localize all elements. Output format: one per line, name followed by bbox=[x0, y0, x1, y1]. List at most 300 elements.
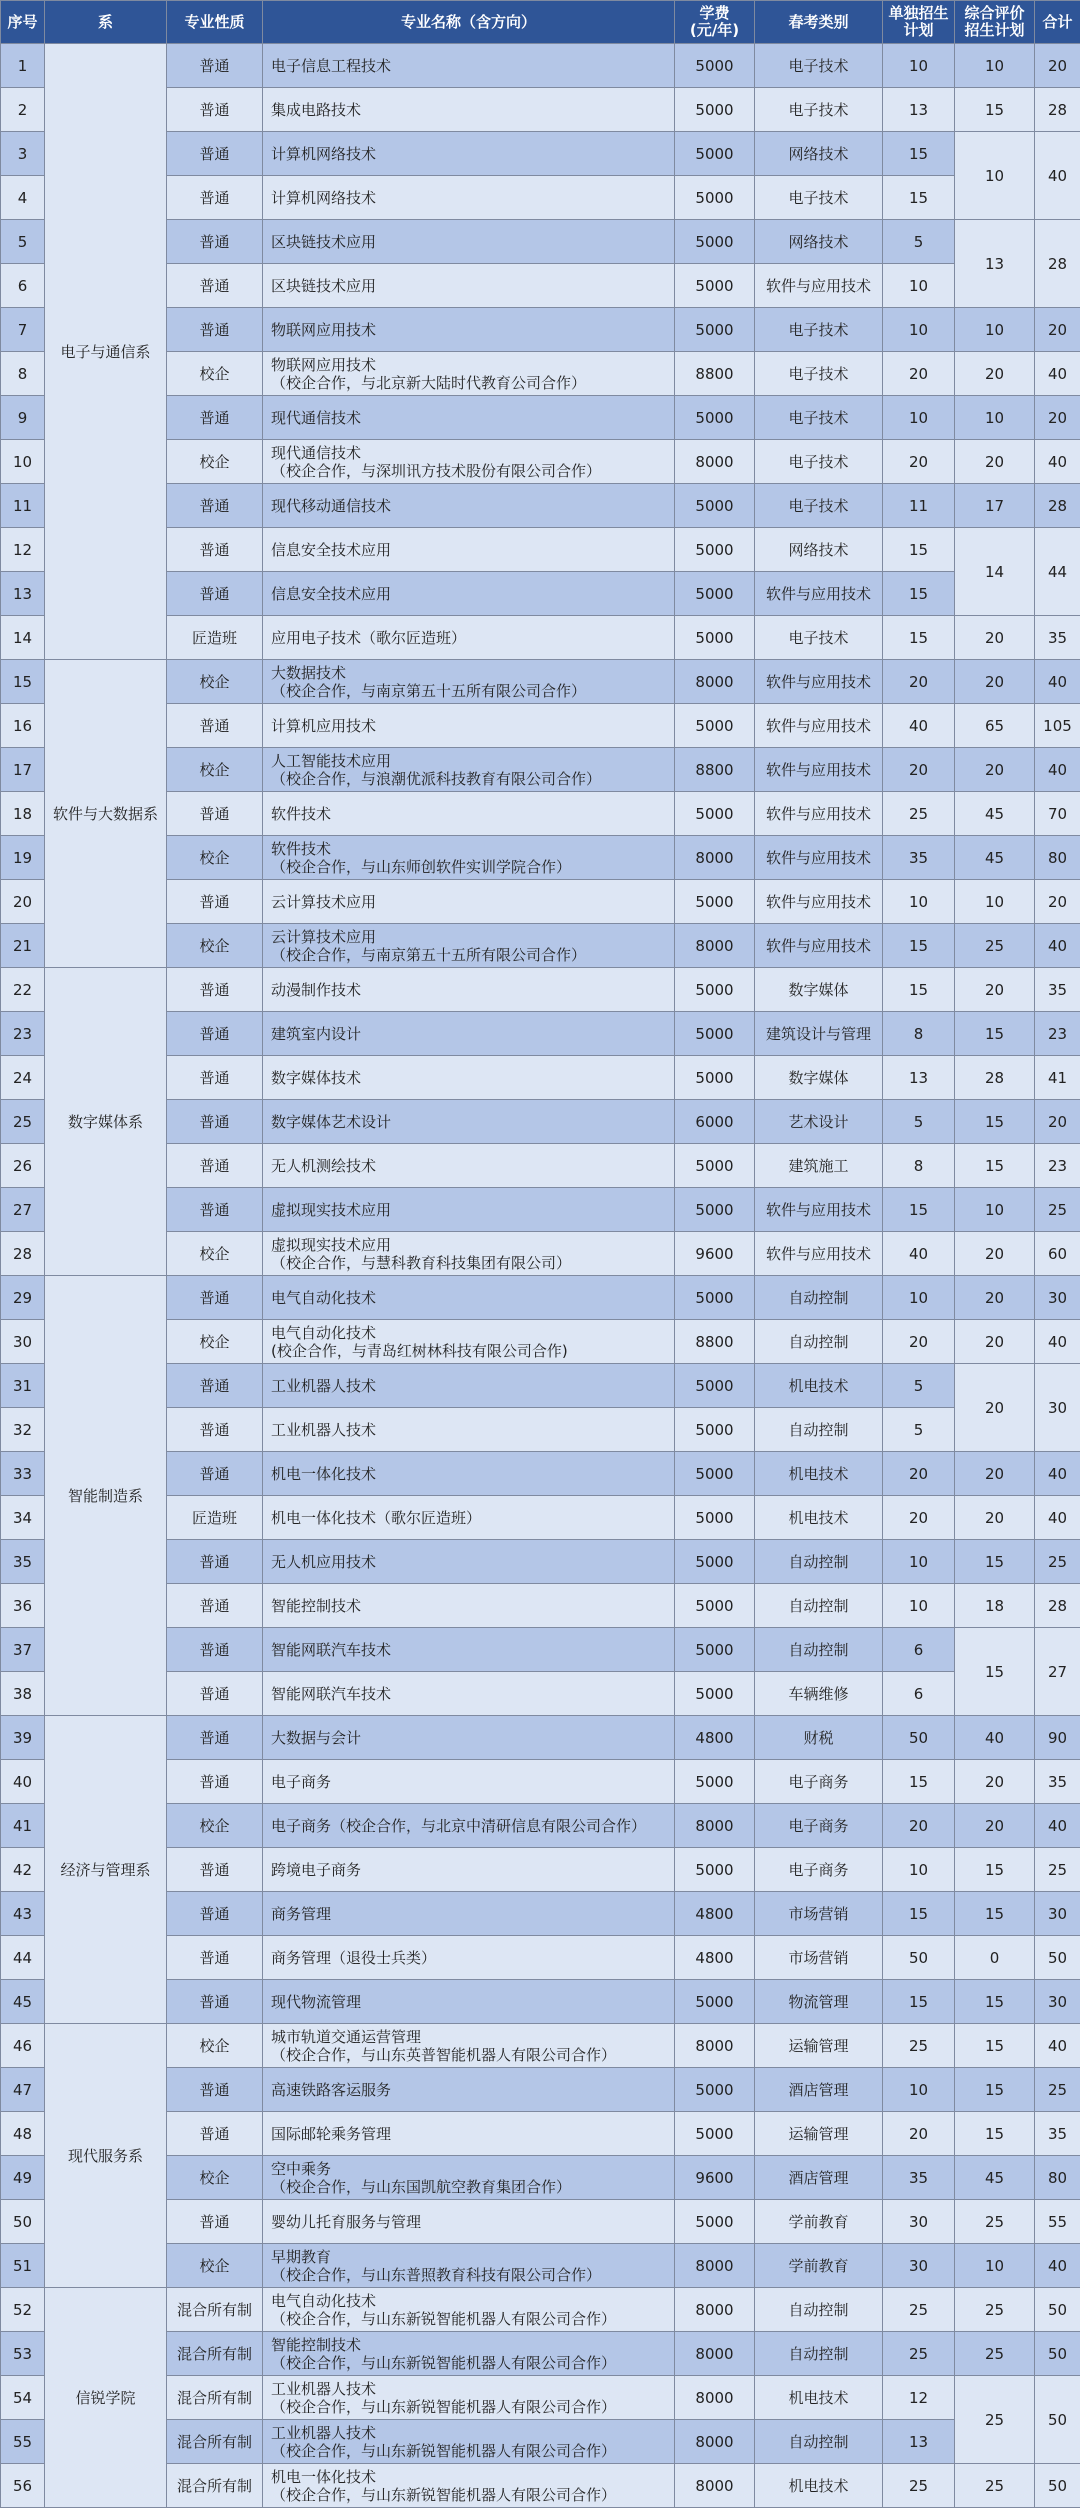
department-cell: 电子与通信系 bbox=[45, 44, 167, 660]
row-number: 50 bbox=[1, 2200, 45, 2244]
single-enrollment-plan: 20 bbox=[883, 1804, 955, 1848]
row-number: 2 bbox=[1, 88, 45, 132]
tuition-fee: 5000 bbox=[675, 1760, 755, 1804]
major-name-main: 区块链技术应用 bbox=[271, 276, 377, 295]
major-nature: 普通 bbox=[167, 1672, 263, 1716]
row-total: 40 bbox=[1035, 440, 1080, 484]
major-name-main: 机电一体化技术 bbox=[271, 2467, 377, 2486]
spring-exam-category: 网络技术 bbox=[755, 220, 883, 264]
tuition-fee: 5000 bbox=[675, 880, 755, 924]
single-enrollment-plan: 20 bbox=[883, 1452, 955, 1496]
tuition-fee: 5000 bbox=[675, 1540, 755, 1584]
single-enrollment-plan: 35 bbox=[883, 836, 955, 880]
major-nature: 普通 bbox=[167, 792, 263, 836]
row-number: 33 bbox=[1, 1452, 45, 1496]
major-name-main: 电气自动化技术 bbox=[271, 2291, 377, 2310]
spring-exam-category: 机电技术 bbox=[755, 2376, 883, 2420]
major-name bbox=[263, 2112, 675, 2156]
comprehensive-plan: 20 bbox=[955, 1276, 1035, 1320]
major-nature: 校企 bbox=[167, 748, 263, 792]
row-number: 35 bbox=[1, 1540, 45, 1584]
comprehensive-plan: 0 bbox=[955, 1936, 1035, 1980]
spring-exam-category: 自动控制 bbox=[755, 1320, 883, 1364]
spring-exam-category: 市场营销 bbox=[755, 1936, 883, 1980]
tuition-fee: 5000 bbox=[675, 1188, 755, 1232]
single-enrollment-plan: 13 bbox=[883, 88, 955, 132]
major-name-main: 云计算技术应用 bbox=[271, 927, 377, 946]
row-number: 14 bbox=[1, 616, 45, 660]
major-nature: 校企 bbox=[167, 2156, 263, 2200]
comprehensive-plan: 10 bbox=[955, 308, 1035, 352]
comprehensive-plan: 15 bbox=[955, 1100, 1035, 1144]
row-total: 25 bbox=[1035, 1188, 1080, 1232]
spring-exam-category: 软件与应用技术 bbox=[755, 1232, 883, 1276]
major-name bbox=[263, 572, 675, 616]
table-row bbox=[1, 1716, 1080, 1760]
spring-exam-category: 软件与应用技术 bbox=[755, 924, 883, 968]
row-total: 40 bbox=[1035, 660, 1080, 704]
major-name-note: （校企合作，与浪潮优派科技教育有限公司合作） bbox=[271, 769, 602, 788]
comprehensive-plan: 10 bbox=[955, 880, 1035, 924]
major-name-note: (校企合作，与青岛红树林科技有限公司合作) bbox=[271, 1341, 568, 1360]
row-number: 47 bbox=[1, 2068, 45, 2112]
major-name bbox=[263, 924, 675, 968]
tuition-fee: 8000 bbox=[675, 836, 755, 880]
major-name-main: 数字媒体艺术设计 bbox=[271, 1112, 392, 1131]
table-row bbox=[1, 2024, 1080, 2068]
single-enrollment-plan: 10 bbox=[883, 1848, 955, 1892]
tuition-fee: 5000 bbox=[675, 484, 755, 528]
major-name bbox=[263, 88, 675, 132]
row-number: 22 bbox=[1, 968, 45, 1012]
comprehensive-plan: 15 bbox=[955, 2068, 1035, 2112]
table-row bbox=[1, 2288, 1080, 2332]
single-enrollment-plan: 6 bbox=[883, 1672, 955, 1716]
tuition-fee: 5000 bbox=[675, 1364, 755, 1408]
comprehensive-plan: 10 bbox=[955, 1188, 1035, 1232]
major-nature: 普通 bbox=[167, 2112, 263, 2156]
major-name-main: 城市轨道交通运营管理 bbox=[271, 2027, 422, 2046]
major-name bbox=[263, 1584, 675, 1628]
header-total: 合计 bbox=[1035, 1, 1080, 44]
major-nature: 普通 bbox=[167, 1760, 263, 1804]
comprehensive-plan: 25 bbox=[955, 924, 1035, 968]
comprehensive-plan: 15 bbox=[955, 1980, 1035, 2024]
row-total: 55 bbox=[1035, 2200, 1080, 2244]
spring-exam-category: 电子技术 bbox=[755, 44, 883, 88]
major-nature: 普通 bbox=[167, 1716, 263, 1760]
major-nature: 普通 bbox=[167, 264, 263, 308]
major-name bbox=[263, 528, 675, 572]
major-name-main: 大数据技术 bbox=[271, 663, 347, 682]
row-total: 35 bbox=[1035, 968, 1080, 1012]
row-total: 105 bbox=[1035, 704, 1080, 748]
row-number: 10 bbox=[1, 440, 45, 484]
row-number: 46 bbox=[1, 2024, 45, 2068]
spring-exam-category: 建筑施工 bbox=[755, 1144, 883, 1188]
major-nature: 普通 bbox=[167, 572, 263, 616]
major-nature: 普通 bbox=[167, 1936, 263, 1980]
major-name bbox=[263, 1540, 675, 1584]
major-nature: 普通 bbox=[167, 2200, 263, 2244]
comprehensive-plan: 20 bbox=[955, 1364, 1035, 1452]
major-name bbox=[263, 1716, 675, 1760]
spring-exam-category: 软件与应用技术 bbox=[755, 748, 883, 792]
row-total: 23 bbox=[1035, 1144, 1080, 1188]
major-name-note: （校企合作，与南京第五十五所有限公司合作） bbox=[271, 945, 587, 964]
spring-exam-category: 机电技术 bbox=[755, 1496, 883, 1540]
major-name bbox=[263, 2156, 675, 2200]
major-name bbox=[263, 968, 675, 1012]
major-name-main: 现代物流管理 bbox=[271, 1992, 362, 2011]
comprehensive-plan: 28 bbox=[955, 1056, 1035, 1100]
spring-exam-category: 物流管理 bbox=[755, 1980, 883, 2024]
major-nature: 普通 bbox=[167, 880, 263, 924]
department-cell: 现代服务系 bbox=[45, 2024, 167, 2288]
spring-exam-category: 数字媒体 bbox=[755, 1056, 883, 1100]
single-enrollment-plan: 50 bbox=[883, 1716, 955, 1760]
spring-exam-category: 软件与应用技术 bbox=[755, 264, 883, 308]
single-enrollment-plan: 20 bbox=[883, 1496, 955, 1540]
row-total: 30 bbox=[1035, 1980, 1080, 2024]
row-number: 48 bbox=[1, 2112, 45, 2156]
major-name bbox=[263, 1980, 675, 2024]
row-total: 50 bbox=[1035, 2376, 1080, 2464]
row-number: 1 bbox=[1, 44, 45, 88]
comprehensive-plan: 20 bbox=[955, 660, 1035, 704]
row-number: 20 bbox=[1, 880, 45, 924]
spring-exam-category: 自动控制 bbox=[755, 1276, 883, 1320]
department-cell: 信锐学院 bbox=[45, 2288, 167, 2508]
tuition-fee: 5000 bbox=[675, 220, 755, 264]
tuition-fee: 8000 bbox=[675, 924, 755, 968]
comprehensive-plan: 45 bbox=[955, 792, 1035, 836]
row-number: 53 bbox=[1, 2332, 45, 2376]
row-total: 40 bbox=[1035, 352, 1080, 396]
major-name-main: 智能控制技术 bbox=[271, 1596, 362, 1615]
table-row bbox=[1, 44, 1080, 88]
major-nature: 普通 bbox=[167, 308, 263, 352]
major-name bbox=[263, 1452, 675, 1496]
major-nature: 普通 bbox=[167, 220, 263, 264]
single-enrollment-plan: 25 bbox=[883, 2464, 955, 2508]
major-nature: 普通 bbox=[167, 1892, 263, 1936]
row-number: 37 bbox=[1, 1628, 45, 1672]
major-name-main: 智能网联汽车技术 bbox=[271, 1640, 392, 1659]
major-name bbox=[263, 2376, 675, 2420]
single-enrollment-plan: 15 bbox=[883, 968, 955, 1012]
row-number: 39 bbox=[1, 1716, 45, 1760]
table-row bbox=[1, 1276, 1080, 1320]
comprehensive-plan: 45 bbox=[955, 836, 1035, 880]
row-number: 5 bbox=[1, 220, 45, 264]
comprehensive-plan: 25 bbox=[955, 2288, 1035, 2332]
row-total: 50 bbox=[1035, 2332, 1080, 2376]
header-no: 序号 bbox=[1, 1, 45, 44]
row-number: 45 bbox=[1, 1980, 45, 2024]
major-nature: 混合所有制 bbox=[167, 2332, 263, 2376]
single-enrollment-plan: 15 bbox=[883, 924, 955, 968]
major-nature: 匠造班 bbox=[167, 616, 263, 660]
spring-exam-category: 电子技术 bbox=[755, 484, 883, 528]
major-name-main: 人工智能技术应用 bbox=[271, 751, 392, 770]
comprehensive-plan: 13 bbox=[955, 220, 1035, 308]
header-comp-line1: 综合评价 bbox=[964, 4, 1025, 22]
single-enrollment-plan: 8 bbox=[883, 1012, 955, 1056]
major-name-main: 工业机器人技术 bbox=[271, 1420, 377, 1439]
single-enrollment-plan: 10 bbox=[883, 1540, 955, 1584]
tuition-fee: 5000 bbox=[675, 616, 755, 660]
comprehensive-plan: 20 bbox=[955, 1232, 1035, 1276]
row-total: 25 bbox=[1035, 1540, 1080, 1584]
row-total: 30 bbox=[1035, 1892, 1080, 1936]
tuition-fee: 8800 bbox=[675, 748, 755, 792]
spring-exam-category: 学前教育 bbox=[755, 2200, 883, 2244]
major-name-main: 信息安全技术应用 bbox=[271, 584, 392, 603]
row-number: 11 bbox=[1, 484, 45, 528]
major-name bbox=[263, 1100, 675, 1144]
row-number: 23 bbox=[1, 1012, 45, 1056]
major-name bbox=[263, 264, 675, 308]
major-name-main: 物联网应用技术 bbox=[271, 355, 377, 374]
major-nature: 普通 bbox=[167, 132, 263, 176]
tuition-fee: 8000 bbox=[675, 2376, 755, 2420]
major-nature: 普通 bbox=[167, 1276, 263, 1320]
spring-exam-category: 软件与应用技术 bbox=[755, 836, 883, 880]
tuition-fee: 5000 bbox=[675, 1408, 755, 1452]
comprehensive-plan: 15 bbox=[955, 1848, 1035, 1892]
major-name bbox=[263, 1848, 675, 1892]
header-comp-plan bbox=[955, 1, 1035, 44]
row-number: 6 bbox=[1, 264, 45, 308]
comprehensive-plan: 20 bbox=[955, 1760, 1035, 1804]
row-number: 25 bbox=[1, 1100, 45, 1144]
table-row bbox=[1, 660, 1080, 704]
major-nature: 匠造班 bbox=[167, 1496, 263, 1540]
row-number: 15 bbox=[1, 660, 45, 704]
major-name-note: （校企合作，与山东英普智能机器人有限公司合作） bbox=[271, 2045, 617, 2064]
major-name-note: （校企合作，与山东新锐智能机器人有限公司合作） bbox=[271, 2397, 617, 2416]
major-name bbox=[263, 2464, 675, 2508]
major-name bbox=[263, 792, 675, 836]
tuition-fee: 5000 bbox=[675, 2068, 755, 2112]
spring-exam-category: 电子技术 bbox=[755, 308, 883, 352]
major-name-main: 计算机应用技术 bbox=[271, 716, 377, 735]
tuition-fee: 5000 bbox=[675, 1012, 755, 1056]
major-nature: 普通 bbox=[167, 1540, 263, 1584]
single-enrollment-plan: 50 bbox=[883, 1936, 955, 1980]
major-name-note: （校企合作，与慧科教育科技集团有限公司） bbox=[271, 1253, 572, 1272]
major-name bbox=[263, 1672, 675, 1716]
spring-exam-category: 电子技术 bbox=[755, 396, 883, 440]
tuition-fee: 5000 bbox=[675, 528, 755, 572]
single-enrollment-plan: 15 bbox=[883, 528, 955, 572]
single-enrollment-plan: 10 bbox=[883, 396, 955, 440]
single-enrollment-plan: 20 bbox=[883, 1320, 955, 1364]
major-name-main: 工业机器人技术 bbox=[271, 1376, 377, 1395]
spring-exam-category: 软件与应用技术 bbox=[755, 660, 883, 704]
major-name bbox=[263, 440, 675, 484]
comprehensive-plan: 10 bbox=[955, 44, 1035, 88]
row-total: 20 bbox=[1035, 308, 1080, 352]
row-total: 40 bbox=[1035, 1804, 1080, 1848]
comprehensive-plan: 20 bbox=[955, 352, 1035, 396]
header-fee-line1: 学费 bbox=[699, 4, 730, 22]
row-total: 35 bbox=[1035, 616, 1080, 660]
major-nature: 普通 bbox=[167, 1012, 263, 1056]
row-number: 49 bbox=[1, 2156, 45, 2200]
single-enrollment-plan: 20 bbox=[883, 352, 955, 396]
spring-exam-category: 软件与应用技术 bbox=[755, 792, 883, 836]
major-name-note: （校企合作，与山东普照教育科技有限公司合作） bbox=[271, 2265, 602, 2284]
row-total: 28 bbox=[1035, 1584, 1080, 1628]
row-total: 20 bbox=[1035, 396, 1080, 440]
single-enrollment-plan: 25 bbox=[883, 792, 955, 836]
single-enrollment-plan: 15 bbox=[883, 1188, 955, 1232]
major-nature: 普通 bbox=[167, 1188, 263, 1232]
comprehensive-plan: 10 bbox=[955, 132, 1035, 220]
spring-exam-category: 运输管理 bbox=[755, 2024, 883, 2068]
row-number: 31 bbox=[1, 1364, 45, 1408]
comprehensive-plan: 10 bbox=[955, 2244, 1035, 2288]
tuition-fee: 6000 bbox=[675, 1100, 755, 1144]
single-enrollment-plan: 25 bbox=[883, 2024, 955, 2068]
major-name bbox=[263, 2420, 675, 2464]
tuition-fee: 4800 bbox=[675, 1936, 755, 1980]
single-enrollment-plan: 10 bbox=[883, 880, 955, 924]
major-nature: 普通 bbox=[167, 1980, 263, 2024]
spring-exam-category: 自动控制 bbox=[755, 2288, 883, 2332]
row-number: 55 bbox=[1, 2420, 45, 2464]
single-enrollment-plan: 15 bbox=[883, 616, 955, 660]
row-number: 41 bbox=[1, 1804, 45, 1848]
row-total: 40 bbox=[1035, 2244, 1080, 2288]
spring-exam-category: 软件与应用技术 bbox=[755, 572, 883, 616]
major-name bbox=[263, 2200, 675, 2244]
major-name-main: 信息安全技术应用 bbox=[271, 540, 392, 559]
row-number: 24 bbox=[1, 1056, 45, 1100]
major-name-main: 智能网联汽车技术 bbox=[271, 1684, 392, 1703]
single-enrollment-plan: 30 bbox=[883, 2244, 955, 2288]
row-number: 28 bbox=[1, 1232, 45, 1276]
tuition-fee: 5000 bbox=[675, 176, 755, 220]
spring-exam-category: 艺术设计 bbox=[755, 1100, 883, 1144]
row-total: 20 bbox=[1035, 880, 1080, 924]
tuition-fee: 5000 bbox=[675, 132, 755, 176]
single-enrollment-plan: 20 bbox=[883, 440, 955, 484]
tuition-fee: 8800 bbox=[675, 352, 755, 396]
major-name-note: （校企合作，与南京第五十五所有限公司合作） bbox=[271, 681, 587, 700]
major-name-main: 集成电路技术 bbox=[271, 100, 362, 119]
comprehensive-plan: 20 bbox=[955, 748, 1035, 792]
major-name-main: 电子商务 bbox=[271, 1772, 332, 1791]
major-nature: 校企 bbox=[167, 352, 263, 396]
tuition-fee: 8000 bbox=[675, 2332, 755, 2376]
major-name-main: 空中乘务 bbox=[271, 2159, 332, 2178]
spring-exam-category: 机电技术 bbox=[755, 1452, 883, 1496]
single-enrollment-plan: 10 bbox=[883, 1276, 955, 1320]
major-nature: 普通 bbox=[167, 1628, 263, 1672]
single-enrollment-plan: 12 bbox=[883, 2376, 955, 2420]
major-name-note: （校企合作，与山东师创软件实训学院合作） bbox=[271, 857, 572, 876]
major-nature: 混合所有制 bbox=[167, 2376, 263, 2420]
row-total: 20 bbox=[1035, 44, 1080, 88]
comprehensive-plan: 18 bbox=[955, 1584, 1035, 1628]
comprehensive-plan: 25 bbox=[955, 2332, 1035, 2376]
tuition-fee: 5000 bbox=[675, 572, 755, 616]
major-name-main: 跨境电子商务 bbox=[271, 1860, 362, 1879]
major-nature: 普通 bbox=[167, 44, 263, 88]
major-nature: 普通 bbox=[167, 528, 263, 572]
single-enrollment-plan: 11 bbox=[883, 484, 955, 528]
spring-exam-category: 软件与应用技术 bbox=[755, 880, 883, 924]
tuition-fee: 5000 bbox=[675, 308, 755, 352]
comprehensive-plan: 20 bbox=[955, 968, 1035, 1012]
major-name bbox=[263, 220, 675, 264]
major-name-main: 国际邮轮乘务管理 bbox=[271, 2124, 392, 2143]
row-number: 36 bbox=[1, 1584, 45, 1628]
spring-exam-category: 酒店管理 bbox=[755, 2068, 883, 2112]
major-name bbox=[263, 308, 675, 352]
major-name bbox=[263, 2068, 675, 2112]
major-nature: 普通 bbox=[167, 1144, 263, 1188]
comprehensive-plan: 15 bbox=[955, 2024, 1035, 2068]
major-name-main: 虚拟现实技术应用 bbox=[271, 1200, 392, 1219]
major-name-main: 早期教育 bbox=[271, 2247, 332, 2266]
comprehensive-plan: 15 bbox=[955, 1144, 1035, 1188]
major-nature: 普通 bbox=[167, 396, 263, 440]
spring-exam-category: 电子技术 bbox=[755, 440, 883, 484]
row-total: 50 bbox=[1035, 2288, 1080, 2332]
major-nature: 普通 bbox=[167, 1848, 263, 1892]
spring-exam-category: 酒店管理 bbox=[755, 2156, 883, 2200]
single-enrollment-plan: 13 bbox=[883, 2420, 955, 2464]
row-number: 7 bbox=[1, 308, 45, 352]
major-nature: 校企 bbox=[167, 2244, 263, 2288]
major-name-main: 区块链技术应用 bbox=[271, 232, 377, 251]
single-enrollment-plan: 25 bbox=[883, 2332, 955, 2376]
tuition-fee: 9600 bbox=[675, 1232, 755, 1276]
major-name-note: （校企合作，与深圳讯方技术股份有限公司合作） bbox=[271, 461, 602, 480]
major-name-main: 软件技术 bbox=[271, 839, 332, 858]
major-name-main: 计算机网络技术 bbox=[271, 188, 377, 207]
major-name bbox=[263, 1892, 675, 1936]
row-total: 44 bbox=[1035, 528, 1080, 616]
spring-exam-category: 电子技术 bbox=[755, 88, 883, 132]
row-number: 30 bbox=[1, 1320, 45, 1364]
comprehensive-plan: 14 bbox=[955, 528, 1035, 616]
single-enrollment-plan: 20 bbox=[883, 660, 955, 704]
tuition-fee: 5000 bbox=[675, 1496, 755, 1540]
major-nature: 校企 bbox=[167, 924, 263, 968]
row-total: 40 bbox=[1035, 132, 1080, 220]
single-enrollment-plan: 20 bbox=[883, 2112, 955, 2156]
row-number: 8 bbox=[1, 352, 45, 396]
major-name-note: （校企合作，与北京新大陆时代教育公司合作） bbox=[271, 373, 587, 392]
spring-exam-category: 机电技术 bbox=[755, 2464, 883, 2508]
single-enrollment-plan: 25 bbox=[883, 2288, 955, 2332]
tuition-fee: 5000 bbox=[675, 1672, 755, 1716]
major-name bbox=[263, 2288, 675, 2332]
major-name bbox=[263, 1320, 675, 1364]
tuition-fee: 8000 bbox=[675, 1804, 755, 1848]
tuition-fee: 5000 bbox=[675, 1628, 755, 1672]
spring-exam-category: 电子技术 bbox=[755, 616, 883, 660]
single-enrollment-plan: 20 bbox=[883, 748, 955, 792]
comprehensive-plan: 15 bbox=[955, 1892, 1035, 1936]
comprehensive-plan: 20 bbox=[955, 1452, 1035, 1496]
single-enrollment-plan: 40 bbox=[883, 704, 955, 748]
